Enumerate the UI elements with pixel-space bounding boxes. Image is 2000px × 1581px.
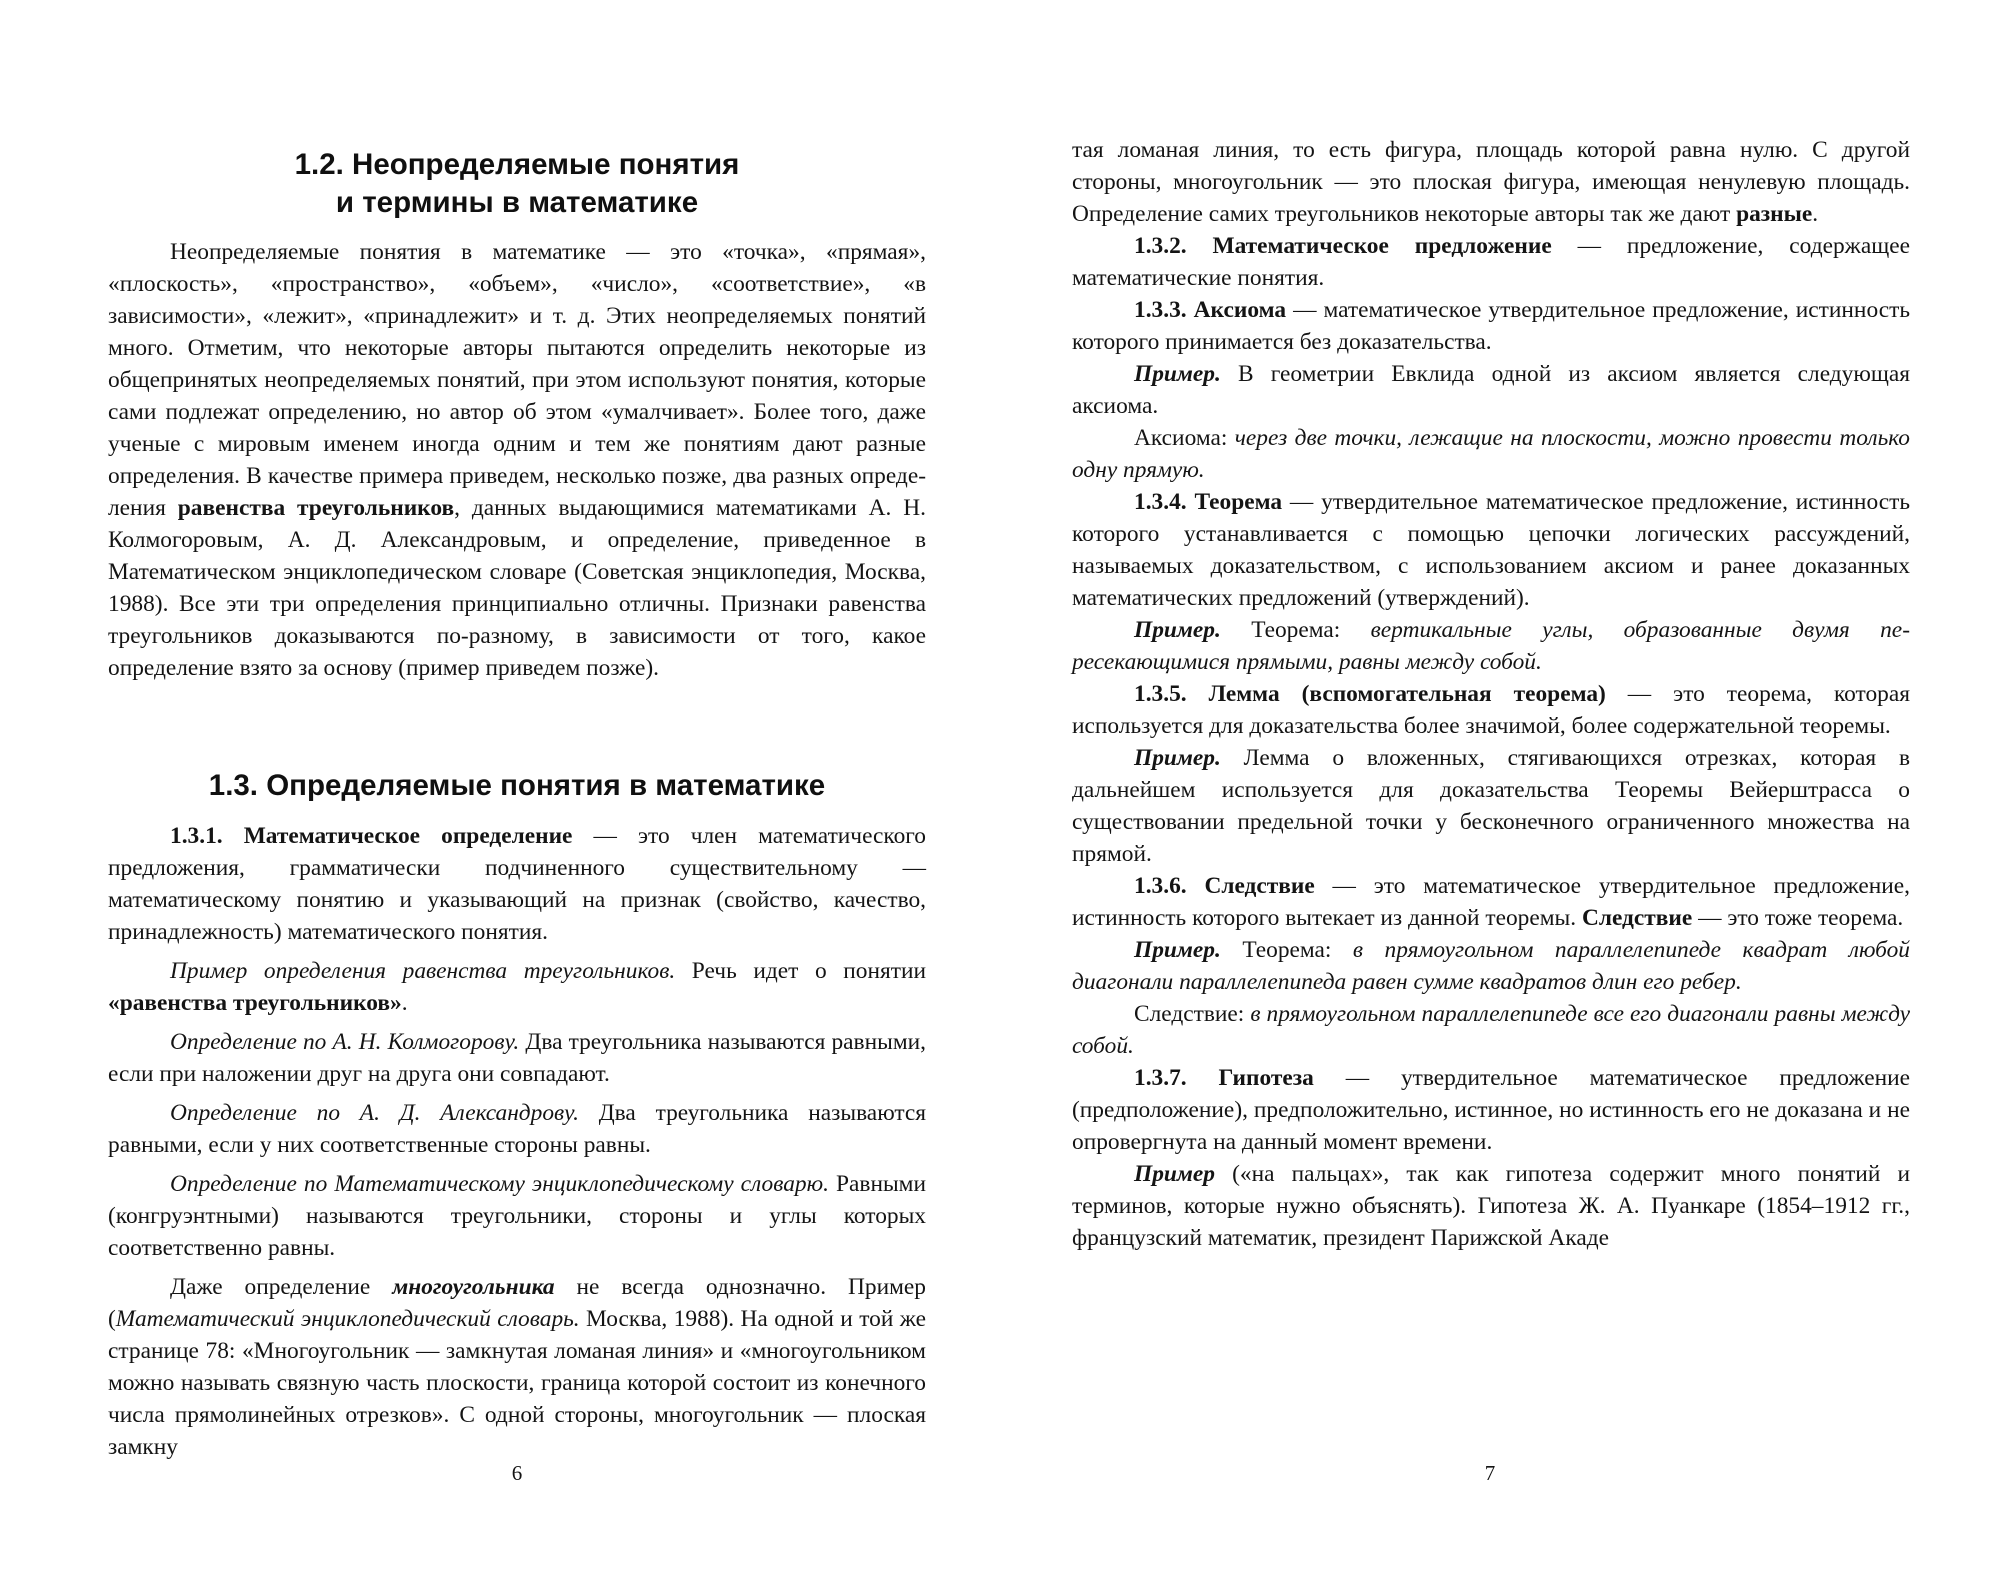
paragraph-corollary: Следствие: в прямоугольном параллелепипеде все его диагонали равны между собой. bbox=[1072, 1001, 1910, 1059]
paragraph-example-axiom: Пример. В геометрии Евклида одной из аксиом является следующая аксиома. bbox=[1072, 361, 1910, 419]
paragraph-example-hypothesis: Пример («на пальцах», так как гипотеза содержит много понятий и терминов, которые нужно объяснять). Гипотеза Ж. А. Пуанкаре (1854–1912 гг., французский математик, президент Парижской Акаде bbox=[1072, 1161, 1910, 1251]
intro-text bbox=[108, 236, 926, 684]
paragraph-1-3-7: 1.3.7. Гипотеза — утвердительное математическое предложение (предположение), предположительно, истинное, но истинность его не доказана и не опровергнута на данный момент времени. bbox=[1072, 1065, 1910, 1155]
paragraph-undefined-concepts: Неопределяемые понятия в математике — это «точка», «прямая», «плоскость», «пространство», «объем», «число», «соответствие», «в зависимости», «лежит», «принадлежит» и т. д. Этих неопределяемых понятий много. Отметим, что некоторые авторы пытаются определить некоторые из общепринятых неопределяемых понятий, при этом используют понятия, которые сами подлежат определению, но автор об этом «умалчивает». Более того, даже ученые с мировым именем иногда одним и тем же понятиям дают разные определения. В качестве примера приведем, несколько позже, два разных определения равенства треугольников, данных выдающимися математиками А. Н. Колмогоровым, А. Д. Александровым, и определение, приведенное в Математическом энциклопедическом словаре (Советская энциклопедия, Москва, 1988). Все эти три определения принципиально отличны. Признаки равенства треугольников доказываются по-разному, в зависимости от того, какое определение взято за основу (пример приведем позже). bbox=[108, 239, 927, 681]
paragraph-1-3-2: 1.3.2. Математическое предложение — предложение, содержащее математические понятия. bbox=[1072, 233, 1910, 291]
heading-line-1: 1.2. Неопределяемые понятия bbox=[294, 148, 740, 181]
right-text bbox=[1072, 134, 1910, 1254]
paragraph-encyclopedia: Определение по Математическому энциклопедическому словарю. Равными (конгруэнтными) называются треугольники, стороны и углы которых соответственно равны. bbox=[108, 1171, 926, 1261]
page-number-left: 6 bbox=[511, 1461, 523, 1485]
paragraph-example-definition: Пример определения равенства треугольников. Речь идет о понятии «равенства треугольников». bbox=[108, 958, 926, 1016]
section-heading-1-2 bbox=[108, 146, 926, 222]
section-heading-1-3: 1.3. Определяемые понятия в математике bbox=[208, 769, 826, 802]
paragraph-1-3-1: 1.3.1. Математическое определение — это член математического предложения, грамматически подчиненного существительному — математическому понятию и указывающий на признак (свойство, качество, принадлежность) математического понятия. bbox=[108, 823, 926, 945]
paragraph-continuation: тая ломаная линия, то есть фигура, площадь которой равна нулю. С другой стороны, многоугольник — это плоская фигура, имеющая ненулевую площадь. Определение самих треугольников некоторые авторы так же дают разные. bbox=[1072, 137, 1910, 227]
paragraph-example-lemma: Пример. Лемма о вложенных, стягивающихся отрезках, которая в дальнейшем используется для доказательства Теоремы Вейерштрасса о существовании предельной точки у бесконечного ограниченного множества на прямой. bbox=[1072, 745, 1910, 867]
paragraph-example-theorem: Пример. Теорема: вертикальные углы, образованные двумя пересекающимися прямыми, равны между собой. bbox=[1072, 617, 1910, 675]
heading-line-2: и термины в математике bbox=[335, 186, 699, 219]
paragraph-kolmogorov: Определение по А. Н. Колмогорову. Два треугольника называются равными, если при наложении друг на друга они совпадают. bbox=[108, 1029, 926, 1087]
page-number-right: 7 bbox=[1484, 1461, 1496, 1485]
paragraph-1-3-4: 1.3.4. Теорема — утвердительное математическое предложение, истинность которого устанавливается с помощью цепочки логических рассуждений, называемых доказательством, с использованием аксиом и ранее доказанных математических предложений (утверждений). bbox=[1072, 489, 1910, 611]
paragraph-1-3-5: 1.3.5. Лемма (вспомогательная теорема) — это теорема, которая используется для доказательства более значимой, более содержательной теоремы. bbox=[1072, 681, 1911, 739]
paragraph-alexandrov: Определение по А. Д. Александрову. Два треугольника называются равными, если у них соответственные стороны равны. bbox=[108, 1100, 927, 1158]
paragraph-1-3-3: 1.3.3. Аксиома — математическое утвердительное предложение, истинность которого принимается без доказательства. bbox=[1072, 297, 1910, 355]
section-1-3-text bbox=[108, 820, 926, 1463]
paragraph-1-3-6: 1.3.6. Следствие — это математическое утвердительное предложение, истинность которого вытекает из данной теоремы. Следствие — это тоже теорема. bbox=[1072, 873, 1910, 931]
paragraph-polygon: Даже определение многоугольника не всегда однозначно. Пример (Математический энциклопедический словарь. Москва, 1988). На одной и той же странице 78: «Многоугольник — замкнутая ломаная линия» и «многоугольником можно называть связную часть плоскости, граница которой состоит из конечного числа прямолинейных отрезков». С одной стороны, многоугольник — плоская замкну bbox=[108, 1274, 926, 1460]
paragraph-example-corollary: Пример. Теорема: в прямоугольном параллелепипеде квадрат любой диагонали параллелепипеда равен сумме квадратов длин его ребер. bbox=[1072, 937, 1910, 995]
paragraph-axiom: Аксиома: через две точки, лежащие на плоскости, можно провести только одну прямую. bbox=[1072, 425, 1910, 483]
